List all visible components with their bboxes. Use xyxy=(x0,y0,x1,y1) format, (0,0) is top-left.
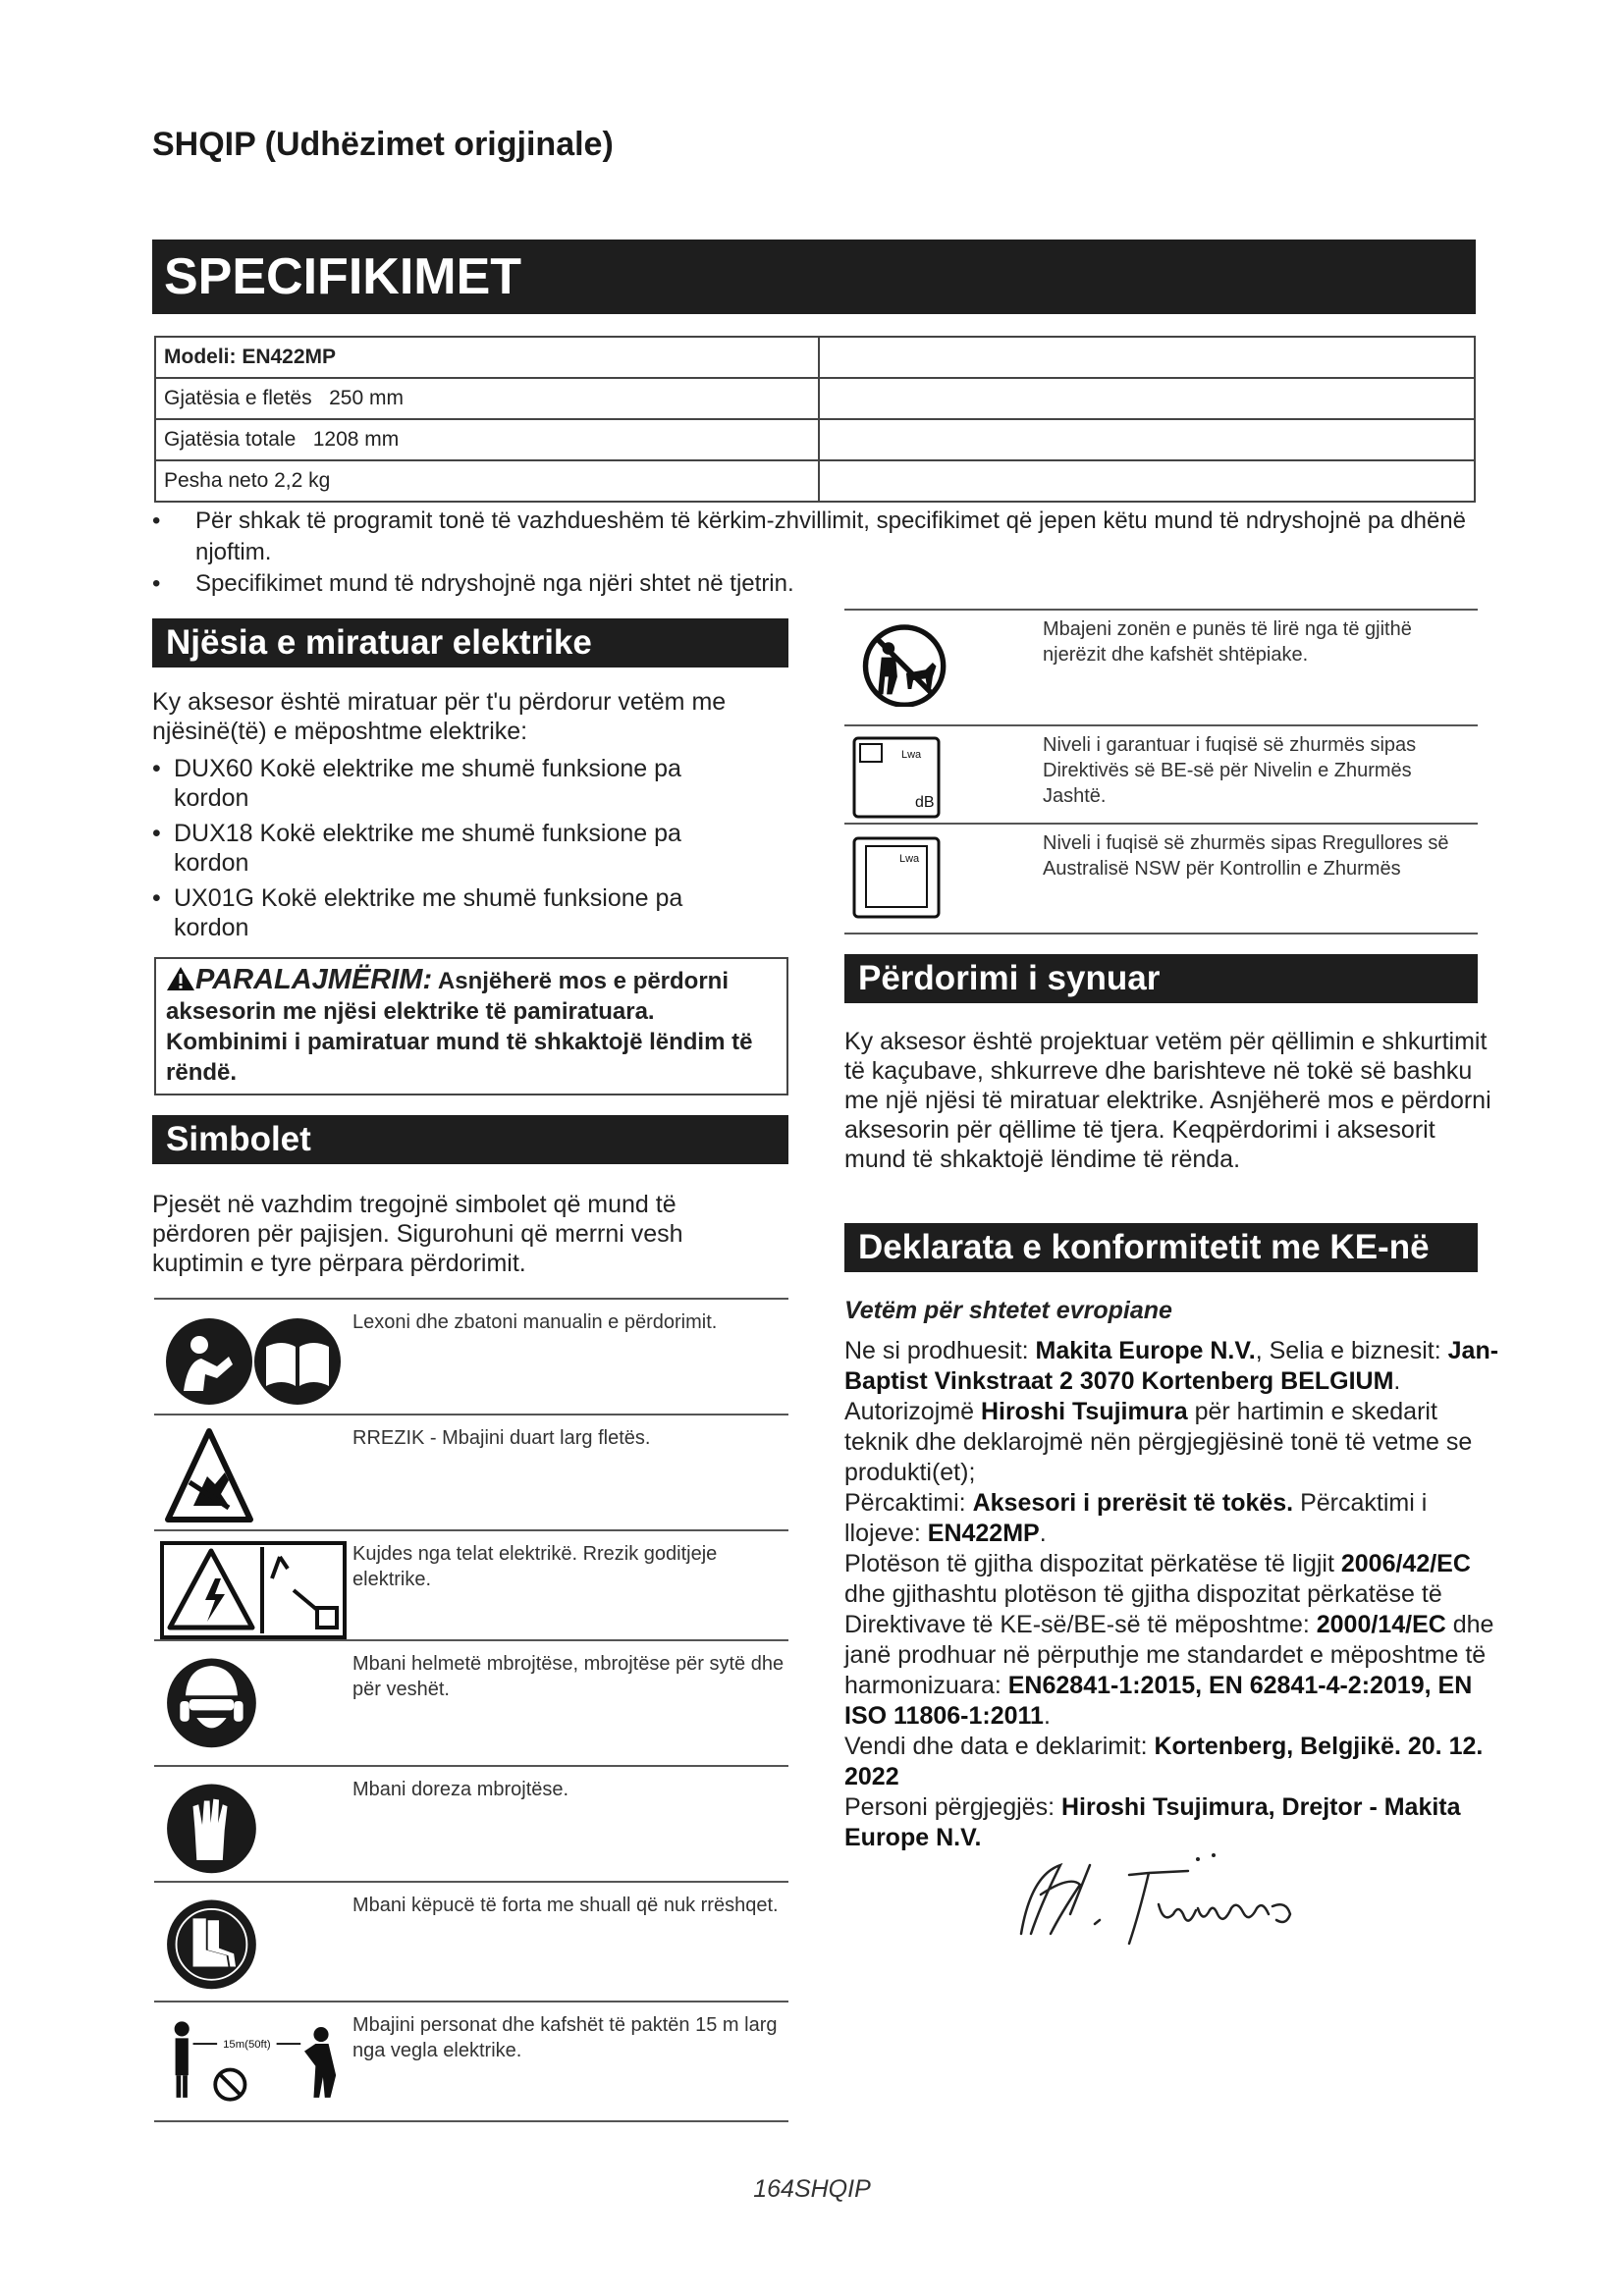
symbol-row xyxy=(844,609,1478,726)
noise-label: Lwa xyxy=(899,853,920,865)
spec-model: Modeli: EN422MP xyxy=(155,337,819,378)
specifications-heading: SPECIFIKIMET xyxy=(152,240,1476,314)
specifications-table xyxy=(154,336,1476,503)
list-item: • DUX18 Kokë elektrike me shumë funksione pa kordon xyxy=(152,819,781,878)
directive-machinery: 2006/42/EC xyxy=(1340,1550,1471,1577)
distance-label: 15m(50ft) xyxy=(223,2038,271,2051)
spec-empty-cell xyxy=(819,460,1475,502)
symbol-row xyxy=(154,1298,788,1415)
product-designation: Aksesori i prerësit të tokës. xyxy=(972,1489,1294,1517)
symbol-text: Niveli i garantuar i fuqisë së zhurmës sipas Direktivës së BE-së për Nivelin e Zhurmës Jashtë. xyxy=(1043,734,1417,807)
symbol-text: Mbani këpucë të forta me shuall që nuk rrëshqet. xyxy=(352,1895,779,1916)
page-number: 164SHQIP xyxy=(753,2175,871,2203)
symbol-text: Kujdes nga telat elektrikë. Rrezik goditjeje elektrike. xyxy=(352,1543,718,1590)
declaration-paragraph: Ne si prodhuesit: Makita Europe N.V., Selia e biznesit: Jan-Baptist Vinkstraat 2 3070 Kortenberg BELGIUM. Autorizojmë Hiroshi Tsujimura për hartimin e skedarit teknik dhe deklarojmë nën përgjegjësinë tonë të vetme se produkti(et); Përcaktimi: Aksesori i prerësit të tokës. Përcaktimi i llojeve: EN422MP. Plotëson të gjitha dispozitat përkatëse të ligjit 2006/42/EC dhe gjithashtu plotëson të gjitha dispozitat përkatëse të Direktivave të KE-së/BE-së të mëposhtme: 2000/14/EC dhe janë prodhuar në përputhje me standardet e mëposhtme të harmonizuara: EN62841-1:2015, EN 62841-4-2:2019, EN ISO 11806-1:2011. Vendi dhe data e deklarimit: Kortenberg, Belgjikë. 20. 12. 2022 Personi përgjegjës: Hiroshi Tsujimura, Drejtor - Makita Europe N.V. xyxy=(844,1337,1499,1851)
electric-shock-icon xyxy=(160,1539,347,1641)
gloves-icon xyxy=(160,1775,347,1877)
list-item: • DUX60 Kokë elektrike me shumë funksione pa kordon xyxy=(152,754,781,813)
symbol-text: Mbani helmetë mbrojtëse, mbrojtëse për sytë dhe për veshët. xyxy=(352,1653,785,1700)
keep-distance-icon xyxy=(160,2010,347,2112)
approved-unit-intro: Ky aksesor është miratuar për t'u përdorur vetëm me njësinë(të) e mëposhtme elektrike: xyxy=(152,688,727,745)
table-row xyxy=(155,337,1475,378)
spec-empty-cell xyxy=(819,378,1475,419)
approved-unit-2: DUX18 Kokë elektrike me shumë funksione pa kordon xyxy=(174,820,681,877)
helmet-goggles-earmuffs-icon xyxy=(160,1649,347,1751)
intended-use-heading: Përdorimi i synuar xyxy=(844,954,1478,1003)
product-type: EN422MP xyxy=(927,1520,1040,1547)
spec-empty-cell xyxy=(819,337,1475,378)
symbol-row xyxy=(154,1881,788,2002)
warning-text: Asnjëherë mos e përdorni aksesorin me njësi elektrike të pamiratuara. Kombinimi i pamiratuar mund të shkaktojë lëndim të rëndë. xyxy=(166,968,753,1086)
noise-label: Lwa xyxy=(901,749,922,761)
symbol-text: Niveli i fuqisë së zhurmës sipas Rregullores së Australisë NSW për Kontrollin e Zhurmës xyxy=(1043,832,1449,880)
approved-unit-1: DUX60 Kokë elektrike me shumë funksione pa kordon xyxy=(174,755,681,812)
noise-level-eu-icon xyxy=(850,734,978,823)
symbol-row xyxy=(844,823,1478,934)
symbol-row xyxy=(154,1639,788,1767)
spec-notes xyxy=(152,506,1488,600)
spec-net-weight: Pesha neto 2,2 kg xyxy=(155,460,819,502)
table-row xyxy=(155,460,1475,502)
boots-icon xyxy=(160,1891,347,1993)
symbol-row xyxy=(844,724,1478,825)
responsible-person: Hiroshi Tsujimura, Drejtor - Makita Europe N.V. xyxy=(844,1793,1461,1851)
hand-blade-danger-icon xyxy=(160,1423,347,1525)
list-item: • UX01G Kokë elektrike me shumë funksione pa kordon xyxy=(152,883,781,942)
symbol-row xyxy=(154,1765,788,1883)
symbol-row xyxy=(154,1529,788,1641)
harmonized-standards: EN62841-1:2015, EN 62841-4-2:2019, EN ISO 11806-1:2011 xyxy=(844,1672,1473,1730)
symbol-text: RREZIK - Mbajini duart larg fletës. xyxy=(352,1427,651,1449)
signature xyxy=(1001,1845,1326,1963)
symbols-heading: Simbolet xyxy=(152,1115,788,1164)
spec-overall-length: Gjatësia totale 1208 mm xyxy=(155,419,819,460)
spec-blade-length: Gjatësia e fletës 250 mm xyxy=(155,378,819,419)
spec-empty-cell xyxy=(819,419,1475,460)
directive-noise: 2000/14/EC xyxy=(1316,1611,1446,1638)
table-row xyxy=(155,419,1475,460)
svg-text:dB: dB xyxy=(915,794,935,811)
symbol-row xyxy=(154,1414,788,1531)
approved-unit-3: UX01G Kokë elektrike me shumë funksione pa kordon xyxy=(174,884,683,941)
symbol-text: Mbajini personat dhe kafshët të paktën 15 m larg nga vegla elektrike. xyxy=(352,2014,778,2061)
noise-level-nsw-icon xyxy=(850,832,978,921)
symbol-text: Mbajeni zonën e punës të lirë nga të gjithë njerëzit dhe kafshët shtëpiake. xyxy=(1043,618,1412,666)
read-manual-icon xyxy=(160,1308,347,1410)
intended-use-text: Ky aksesor është projektuar vetëm për qëllimin e shkurtimit të kaçubave, shkurreve dhe barishteve në tokë së bashku me një njësi të miratuar elektrike. Asnjëherë mos e përdorni aksesorin për qëllime të tjera. Keqpërdorimi i aksesorit mund të shkaktojë lëndime të rënda. xyxy=(844,1028,1491,1173)
spec-note-1: Për shkak të programit tonë të vazhdueshëm të kërkim-zhvillimit, specifikimet që jepen këtu mund të ndryshojnë pa dhënë njoftim. xyxy=(195,507,1466,565)
spec-note-2: Specifikimet mund të ndryshojnë nga njëri shtet në tjetrin. xyxy=(195,570,794,597)
list-item: • Specifikimet mund të ndryshojnë nga njëri shtet në tjetrin. xyxy=(152,570,794,597)
symbol-text: Mbani doreza mbrojtëse. xyxy=(352,1779,569,1800)
list-item: • Për shkak të programit tonë të vazhdueshëm të kërkim-zhvillimit, specifikimet që jepen këtu mund të ndryshojnë pa dhënë njoftim. xyxy=(152,507,1466,565)
symbol-text: Lexoni dhe zbatoni manualin e përdorimit. xyxy=(352,1311,718,1333)
table-row xyxy=(155,378,1475,419)
declaration-heading: Deklarata e konformitetit me KE-në xyxy=(844,1223,1478,1272)
approved-unit-heading: Njësia e miratuar elektrike xyxy=(152,618,788,667)
page-language-title: SHQIP (Udhëzimet origjinale) xyxy=(152,126,614,163)
warning-box xyxy=(154,957,788,1095)
symbol-row xyxy=(154,2001,788,2122)
symbols-intro: Pjesët në vazhdim tregojnë simbolet që mund të përdoren për pajisjen. Sigurohuni që merrni vesh kuptimin e tyre përpara përdorimit. xyxy=(152,1191,683,1277)
no-people-animals-icon xyxy=(850,618,978,707)
place-and-date: Kortenberg, Belgjikë. 20. 12. 2022 xyxy=(844,1733,1484,1790)
authorized-person: Hiroshi Tsujimura xyxy=(980,1398,1188,1425)
manufacturer-name: Makita Europe N.V. xyxy=(1035,1337,1256,1364)
declaration-body xyxy=(844,1296,1502,1853)
declaration-subtitle: Vetëm për shtetet evropiane xyxy=(844,1297,1172,1324)
warning-triangle-icon xyxy=(166,966,195,991)
approved-unit-list xyxy=(152,754,781,942)
manufacturer-address: Jan-Baptist Vinkstraat 2 3070 Kortenberg BELGIUM xyxy=(844,1337,1499,1395)
warning-label: PARALAJMËRIM: xyxy=(195,964,433,995)
